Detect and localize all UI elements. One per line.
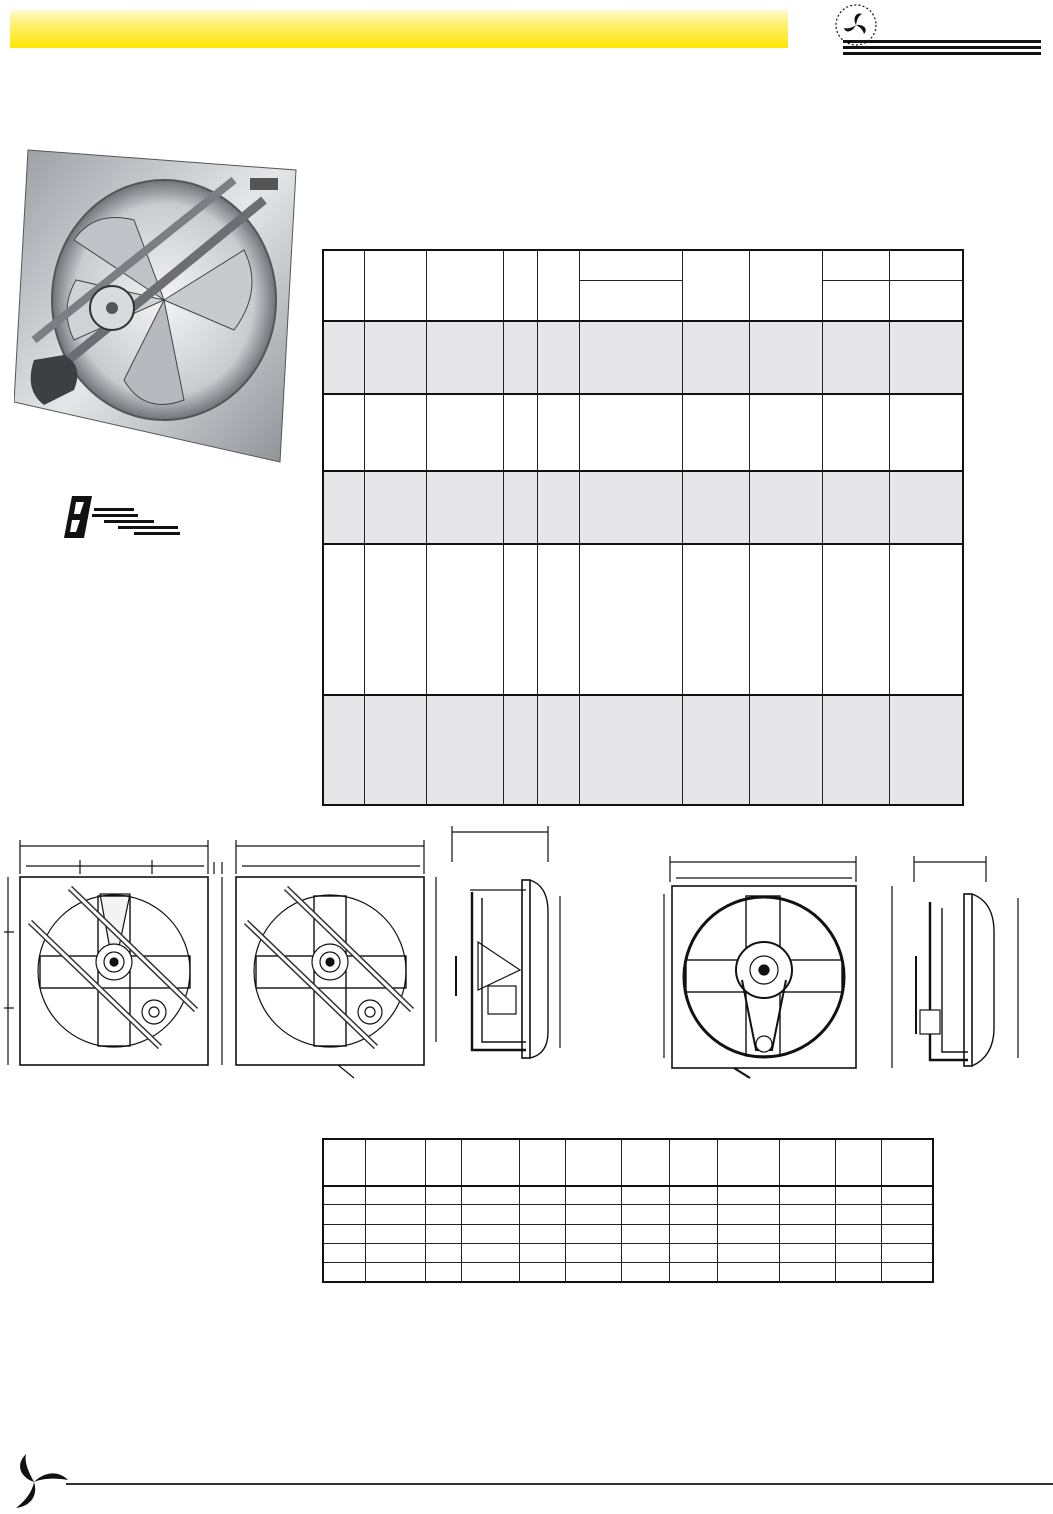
table-cell — [682, 695, 749, 805]
table-cell — [669, 1243, 717, 1262]
table-cell — [717, 1224, 779, 1243]
table-cell — [519, 1186, 565, 1205]
table-cell — [537, 544, 579, 694]
table-cell — [461, 1186, 519, 1205]
table-cell — [364, 695, 426, 805]
front-view-drawing-3 — [664, 856, 856, 1078]
table-cell — [682, 280, 749, 321]
table-cell — [835, 1224, 881, 1243]
table-cell — [579, 321, 682, 394]
table-cell — [822, 544, 889, 694]
table-cell — [323, 1224, 365, 1243]
table-cell — [621, 1139, 669, 1186]
side-view-drawing-1 — [452, 826, 560, 1058]
spec-header-row-1 — [323, 250, 963, 280]
table-cell — [717, 1263, 779, 1282]
table-cell — [779, 1186, 835, 1205]
table-cell — [579, 250, 682, 280]
table-cell — [889, 321, 963, 394]
table-cell — [835, 1263, 881, 1282]
spec-table — [322, 249, 964, 806]
table-cell — [425, 1139, 461, 1186]
table-cell — [364, 250, 426, 280]
table-cell — [669, 1186, 717, 1205]
table-cell — [365, 1224, 425, 1243]
table-cell — [519, 1139, 565, 1186]
table-cell — [425, 1224, 461, 1243]
table-cell — [537, 471, 579, 544]
spec-row — [323, 394, 963, 471]
table-cell — [425, 1186, 461, 1205]
table-cell — [889, 280, 963, 321]
table-cell — [881, 1205, 933, 1224]
dimension-drawings — [0, 822, 1053, 1084]
table-cell — [461, 1205, 519, 1224]
table-cell — [682, 250, 749, 280]
table-cell — [835, 1205, 881, 1224]
brand-rule-lines — [843, 40, 1041, 60]
table-cell — [749, 280, 822, 321]
table-cell — [579, 280, 682, 321]
table-cell — [822, 471, 889, 544]
table-cell — [822, 394, 889, 471]
table-cell — [503, 695, 537, 805]
table-cell — [323, 250, 364, 280]
table-cell — [881, 1243, 933, 1262]
side-view-drawing-2 — [892, 856, 1018, 1068]
table-cell — [503, 250, 537, 280]
table-cell — [749, 394, 822, 471]
table-cell — [565, 1224, 621, 1243]
table-cell — [323, 321, 364, 394]
table-cell — [426, 321, 503, 394]
table-cell — [503, 280, 537, 321]
table-cell — [621, 1224, 669, 1243]
spec-row — [323, 695, 963, 805]
front-view-drawing-2 — [236, 840, 436, 1078]
table-cell — [889, 250, 963, 280]
table-cell — [621, 1205, 669, 1224]
table-cell — [579, 695, 682, 805]
table-cell — [364, 321, 426, 394]
table-cell — [323, 695, 364, 805]
table-cell — [323, 544, 364, 694]
table-cell — [426, 471, 503, 544]
table-cell — [749, 250, 822, 280]
table-cell — [426, 695, 503, 805]
spec-row — [323, 471, 963, 544]
table-cell — [669, 1224, 717, 1243]
table-cell — [364, 280, 426, 321]
dimension-row — [323, 1263, 933, 1282]
table-cell — [426, 394, 503, 471]
table-cell — [717, 1139, 779, 1186]
table-cell — [426, 280, 503, 321]
table-cell — [717, 1186, 779, 1205]
table-cell — [822, 321, 889, 394]
table-cell — [682, 544, 749, 694]
table-cell — [749, 321, 822, 394]
table-cell — [835, 1186, 881, 1205]
front-view-drawing-1 — [4, 840, 222, 1065]
table-cell — [749, 695, 822, 805]
table-cell — [364, 544, 426, 694]
table-cell — [426, 250, 503, 280]
table-cell — [889, 394, 963, 471]
table-cell — [749, 544, 822, 694]
table-cell — [461, 1243, 519, 1262]
footer-rule — [66, 1483, 1053, 1485]
table-cell — [717, 1205, 779, 1224]
table-cell — [565, 1243, 621, 1262]
table-cell — [425, 1243, 461, 1262]
table-cell — [669, 1205, 717, 1224]
table-cell — [519, 1205, 565, 1224]
table-cell — [779, 1224, 835, 1243]
table-cell — [717, 1243, 779, 1262]
table-cell — [779, 1205, 835, 1224]
table-cell — [822, 695, 889, 805]
dimension-row — [323, 1243, 933, 1262]
table-cell — [365, 1205, 425, 1224]
table-cell — [519, 1224, 565, 1243]
table-cell — [519, 1243, 565, 1262]
table-cell — [365, 1263, 425, 1282]
dimension-row — [323, 1224, 933, 1243]
footer-swirl-logo-icon — [4, 1448, 70, 1510]
table-cell — [323, 1186, 365, 1205]
table-cell — [461, 1263, 519, 1282]
table-cell — [364, 471, 426, 544]
table-cell — [425, 1263, 461, 1282]
table-cell — [779, 1243, 835, 1262]
table-cell — [323, 280, 364, 321]
table-cell — [503, 471, 537, 544]
table-cell — [579, 394, 682, 471]
table-cell — [835, 1243, 881, 1262]
table-cell — [323, 1205, 365, 1224]
table-cell — [881, 1263, 933, 1282]
table-cell — [537, 280, 579, 321]
table-cell — [889, 544, 963, 694]
table-cell — [835, 1139, 881, 1186]
fan-photo-icon — [14, 140, 298, 465]
table-cell — [621, 1243, 669, 1262]
table-cell — [579, 471, 682, 544]
table-cell — [779, 1139, 835, 1186]
table-cell — [323, 1263, 365, 1282]
table-cell — [503, 321, 537, 394]
table-cell — [749, 471, 822, 544]
table-cell — [365, 1139, 425, 1186]
table-cell — [323, 394, 364, 471]
amca-logo-icon — [64, 494, 182, 540]
spec-row — [323, 321, 963, 394]
table-cell — [682, 471, 749, 544]
table-cell — [503, 394, 537, 471]
table-cell — [365, 1243, 425, 1262]
table-cell — [579, 544, 682, 694]
table-cell — [822, 250, 889, 280]
table-cell — [537, 394, 579, 471]
table-cell — [461, 1224, 519, 1243]
dimension-row — [323, 1186, 933, 1205]
dimension-row — [323, 1205, 933, 1224]
table-cell — [669, 1263, 717, 1282]
table-cell — [323, 1243, 365, 1262]
dimension-table — [322, 1138, 934, 1283]
spec-header-row-2 — [323, 280, 963, 321]
table-cell — [669, 1139, 717, 1186]
table-cell — [364, 394, 426, 471]
table-cell — [565, 1186, 621, 1205]
table-cell — [537, 250, 579, 280]
table-cell — [889, 471, 963, 544]
table-cell — [565, 1205, 621, 1224]
table-cell — [621, 1263, 669, 1282]
table-cell — [621, 1186, 669, 1205]
table-cell — [426, 544, 503, 694]
table-cell — [779, 1263, 835, 1282]
table-cell — [682, 394, 749, 471]
spec-row — [323, 544, 963, 694]
dimension-header-row — [323, 1139, 933, 1186]
table-cell — [565, 1263, 621, 1282]
table-cell — [365, 1186, 425, 1205]
table-cell — [537, 695, 579, 805]
table-cell — [323, 1139, 365, 1186]
table-cell — [881, 1139, 933, 1186]
table-cell — [889, 695, 963, 805]
table-cell — [881, 1186, 933, 1205]
title-bar — [10, 10, 788, 48]
table-cell — [682, 321, 749, 394]
table-cell — [822, 280, 889, 321]
table-cell — [425, 1205, 461, 1224]
table-cell — [881, 1224, 933, 1243]
table-cell — [323, 471, 364, 544]
table-cell — [537, 321, 579, 394]
table-cell — [565, 1139, 621, 1186]
table-cell — [503, 544, 537, 694]
table-cell — [461, 1139, 519, 1186]
table-cell — [519, 1263, 565, 1282]
